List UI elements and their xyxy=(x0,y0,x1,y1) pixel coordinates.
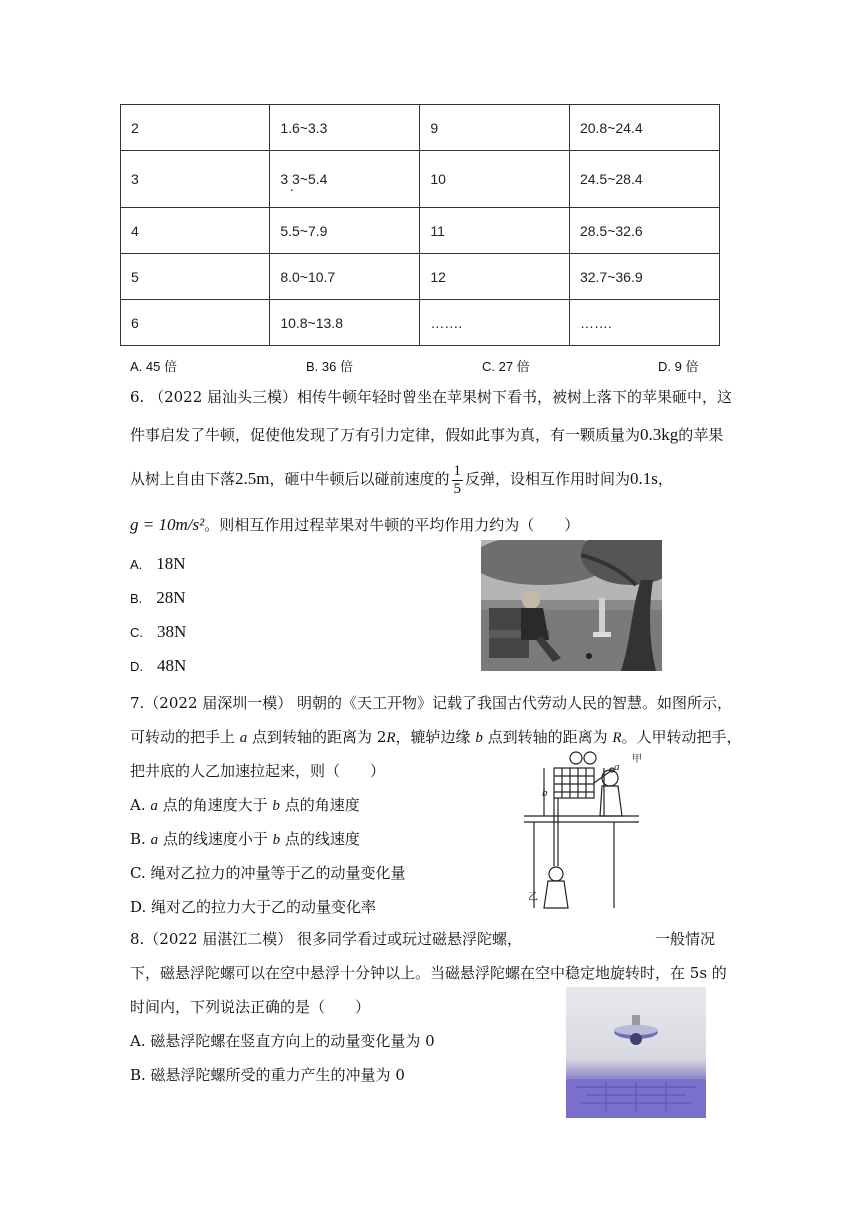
table-cell: 5 xyxy=(121,254,270,300)
q6-option-c: C. 38N xyxy=(130,622,187,641)
q6-line-1: 6. （2022 届汕头三模）相传牛顿年轻时曾坐在苹果树下看书，被树上落下的苹果砸中，这 xyxy=(130,388,733,406)
q6-time: 0.1s xyxy=(630,469,658,488)
q6-text: 从树上自由下落 xyxy=(130,470,236,488)
table-row xyxy=(121,151,720,208)
q8-line-1b: 一般情况 xyxy=(655,930,716,948)
fig-label-a: a xyxy=(614,761,620,773)
table-cell: 12 xyxy=(420,254,570,300)
table-cell xyxy=(270,151,420,208)
q6-option-d: D. 48N xyxy=(130,656,187,675)
table-cell: 24.5~28.4 xyxy=(569,151,719,208)
q8-line-3: 时间内，下列说法正确的是（ ） xyxy=(130,998,371,1016)
table-cell-text: 3 3~5.4 · xyxy=(280,171,327,187)
q6-fraction-numerator: 1 xyxy=(453,462,462,479)
q6-height: 2.5m xyxy=(235,469,270,488)
q7-option-a: A. a 点的角速度大于 b 点的角速度 xyxy=(130,796,360,814)
table-row xyxy=(121,105,720,151)
q6-gravity: g = 10m/s² xyxy=(130,515,205,534)
table-row xyxy=(121,254,720,300)
table-cell: ……. xyxy=(420,300,570,346)
q5-option-a: A. 45 倍 xyxy=(130,359,177,374)
q7-line-3: 把井底的人乙加速拉起来，则（ ） xyxy=(130,762,386,780)
q6-option-a: A. 18N xyxy=(130,554,186,573)
table-cell: 20.8~24.4 xyxy=(569,105,719,151)
table-cell: 11 xyxy=(420,208,570,254)
q7-option-b: B. a 点的线速度小于 b 点的线速度 xyxy=(130,830,360,848)
table-cell: 2 xyxy=(121,105,270,151)
q5-option-d: D. 9 倍 xyxy=(658,359,699,374)
q7-line-2: 可转动的把手上 a 点到转轴的距离为 2R，辘轳边缘 b 点到转轴的距离为 R。人甲转动把手， xyxy=(130,728,742,746)
q6-line-2 xyxy=(130,424,723,445)
q8-option-a: A. 磁悬浮陀螺在竖直方向上的动量变化量为 0 xyxy=(130,1032,435,1050)
fig-label-jia: 甲 xyxy=(632,754,642,765)
table-cell: 5.5~7.9 xyxy=(270,208,420,254)
q6-line-3 xyxy=(130,462,673,498)
q6-text: 件事启发了牛顿，促使他发现了万有引力定律，假如此事为真，有一颗质量为 xyxy=(130,426,641,444)
table-cell: 32.7~36.9 xyxy=(569,254,719,300)
q6-mass: 0.3kg xyxy=(640,425,679,444)
table-cell: 10 xyxy=(420,151,570,208)
q7-line-1: 7.（2022 届深圳一模） 明朝的《天工开物》记载了我国古代劳动人民的智慧。如图所示， xyxy=(130,694,733,712)
table-cell: 1.6~3.3 xyxy=(270,105,420,151)
fig-label-b: b xyxy=(542,787,548,799)
q8-line-1a: 8.（2022 届湛江二模） 很多同学看过或玩过磁悬浮陀螺， xyxy=(130,930,523,948)
q8-option-b: B. 磁悬浮陀螺所受的重力产生的冲量为 0 xyxy=(130,1066,405,1084)
table-cell: 4 xyxy=(121,208,270,254)
q5-option-b: B. 36 倍 xyxy=(306,359,353,374)
q6-text: 的苹果 xyxy=(678,426,724,444)
table-row xyxy=(121,208,720,254)
newton-apple-tree-image xyxy=(481,540,662,671)
q6-text: 反弹，设相互作用时间为 xyxy=(465,470,631,488)
table-cell: 3 xyxy=(121,151,270,208)
table-row xyxy=(121,300,720,346)
q5-option-c: C. 27 倍 xyxy=(482,359,530,374)
q6-line-4 xyxy=(130,514,579,535)
table-cell: 9 xyxy=(420,105,570,151)
maglev-spinning-top-photo xyxy=(566,987,706,1118)
windlass-well-figure xyxy=(514,748,654,918)
q6-text: ， xyxy=(657,470,673,488)
q6-fraction xyxy=(452,463,464,498)
table-cell: ……. xyxy=(569,300,719,346)
table-cell: 8.0~10.7 xyxy=(270,254,420,300)
table-cell: 10.8~13.8 xyxy=(270,300,420,346)
table-cell: 28.5~32.6 xyxy=(569,208,719,254)
q6-text: 。则相互作用过程苹果对牛顿的平均作用力约为（ ） xyxy=(204,516,580,534)
q6-text: ，砸中牛顿后以碰前速度的 xyxy=(269,470,450,488)
wind-speed-table xyxy=(120,104,720,346)
q7-option-d: D. 绳对乙的拉力大于乙的动量变化率 xyxy=(130,898,377,916)
table-cell: 6 xyxy=(121,300,270,346)
fig-label-yi: 乙 xyxy=(528,892,538,903)
q6-option-b: B. 28N xyxy=(130,588,186,607)
q8-line-2: 下，磁悬浮陀螺可以在空中悬浮十分钟以上。当磁悬浮陀螺在空中稳定地旋转时，在 5s 的 xyxy=(130,964,727,982)
q6-fraction-denominator: 5 xyxy=(453,480,462,497)
q7-option-c: C. 绳对乙拉力的冲量等于乙的动量变化量 xyxy=(130,864,406,882)
